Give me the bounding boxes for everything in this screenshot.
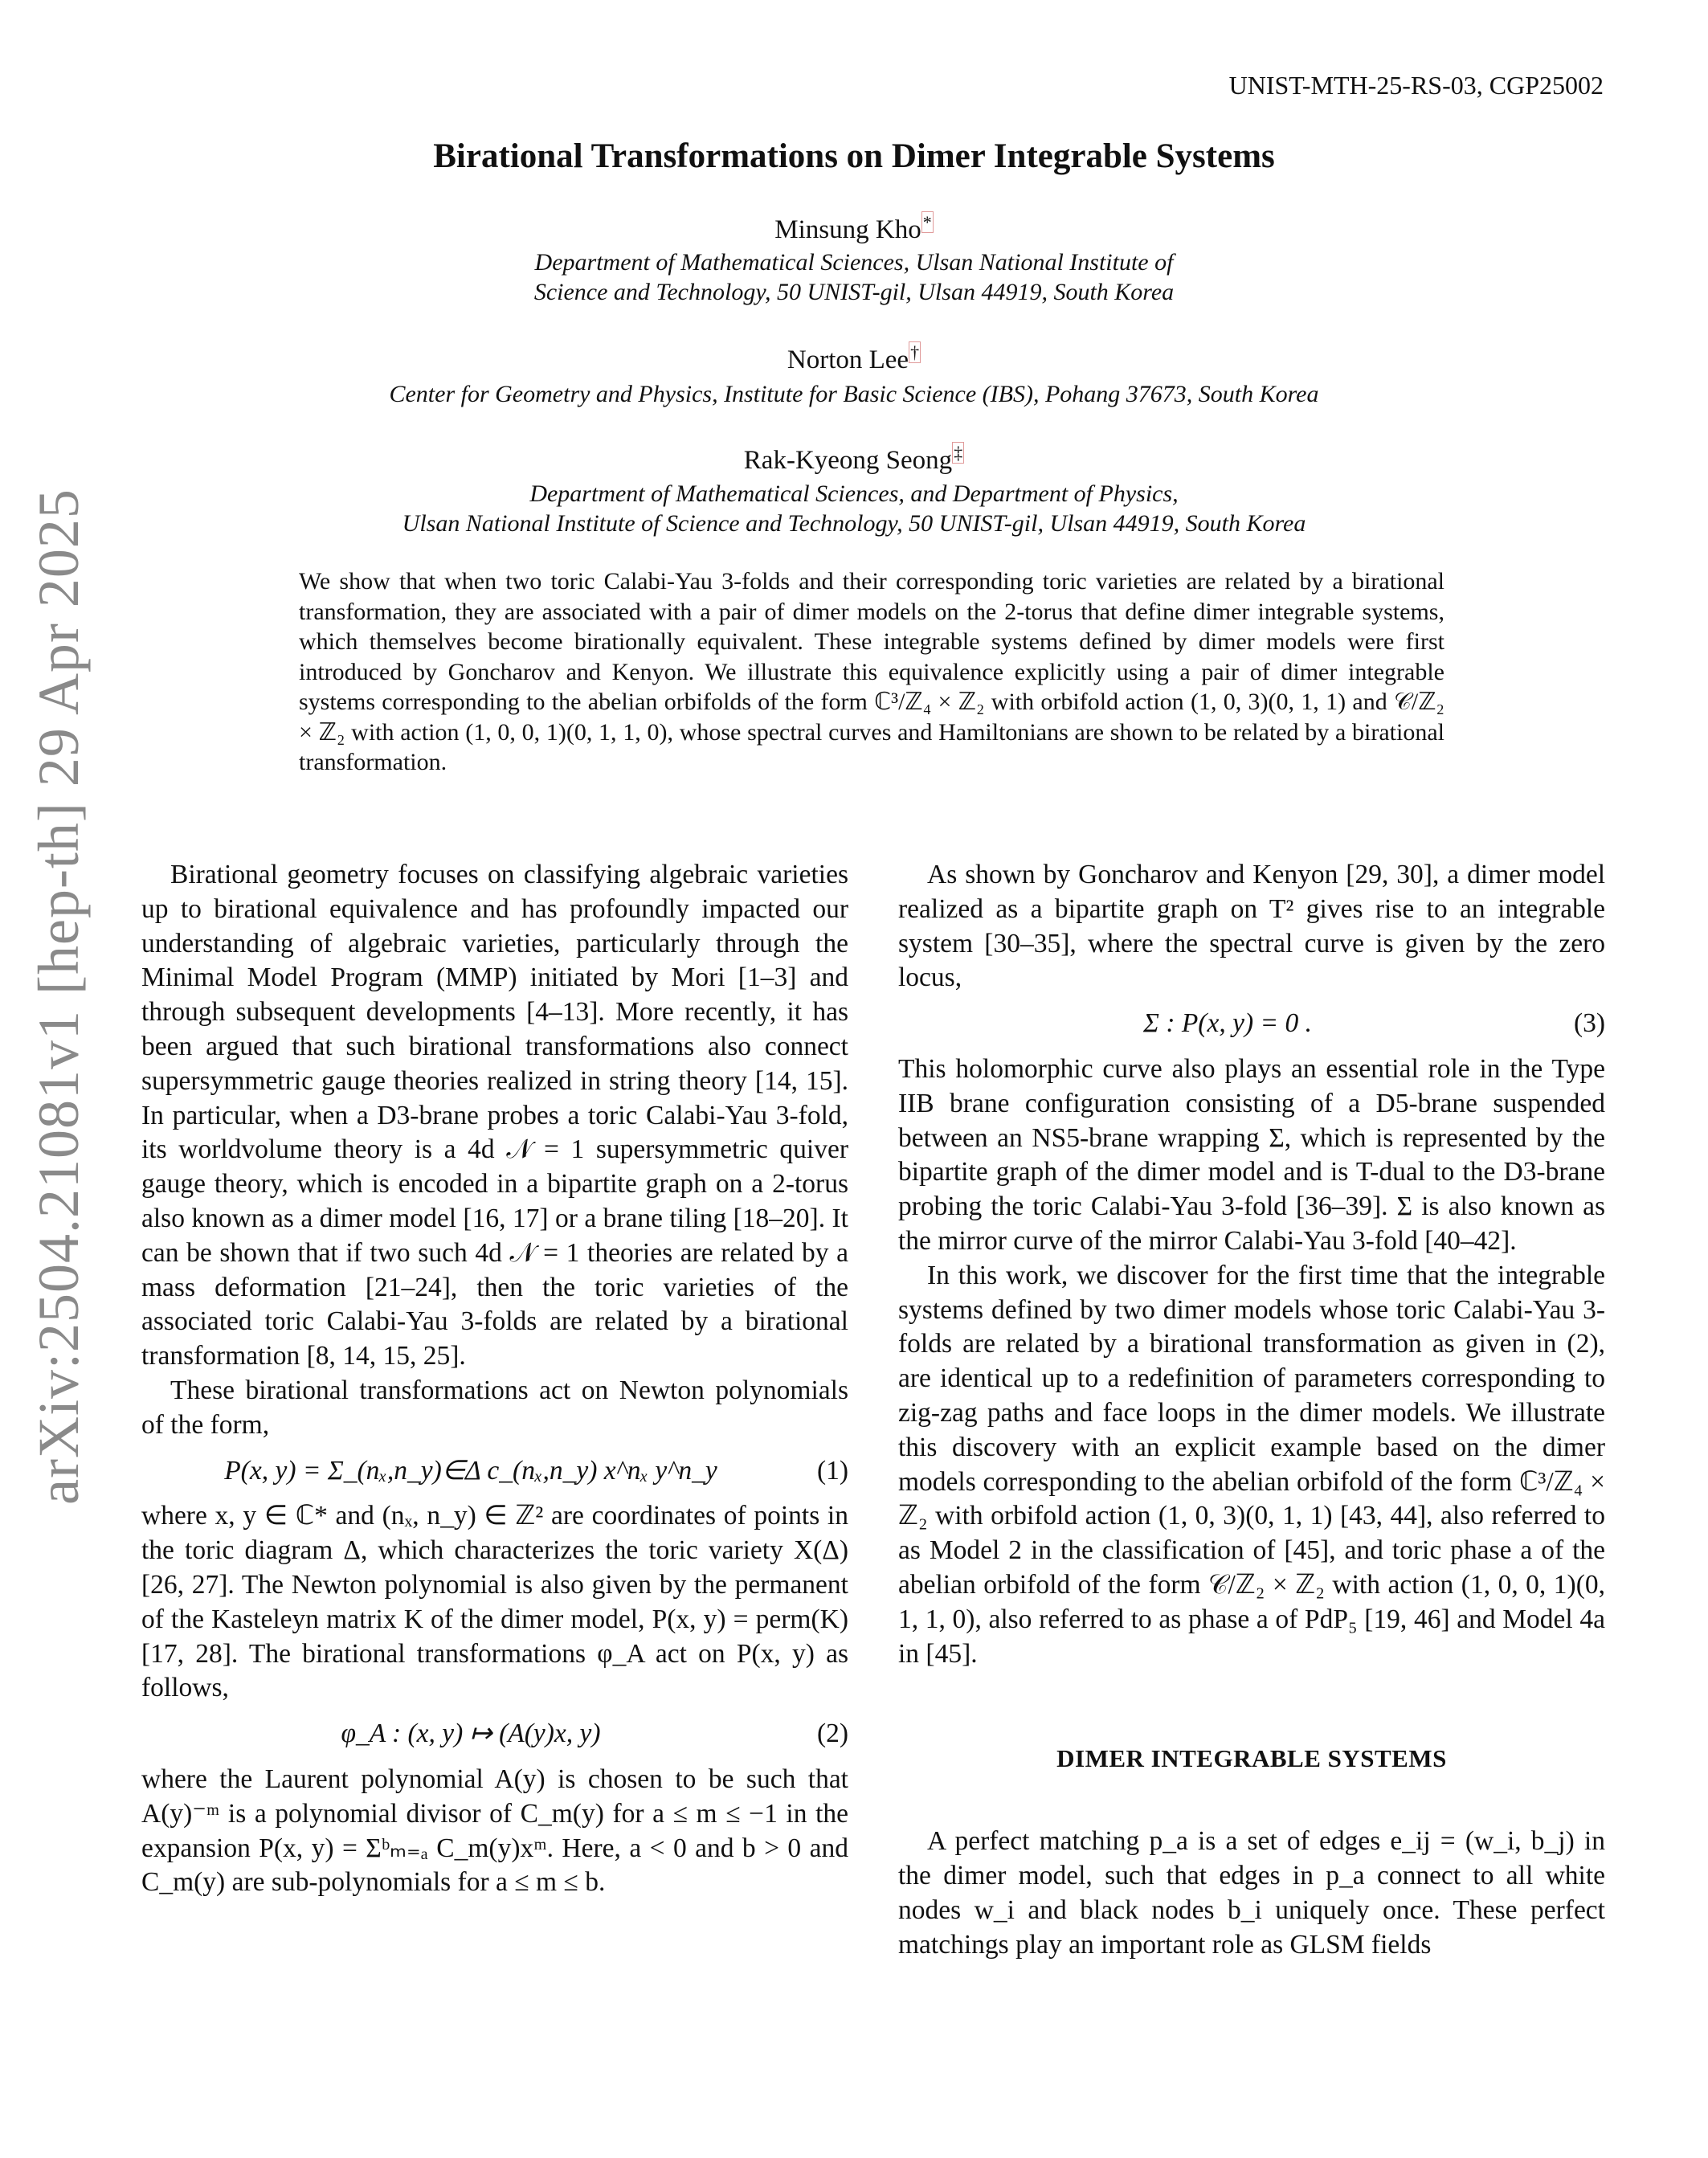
author-name: Minsung Kho [774, 215, 921, 244]
paragraph: Birational geometry focuses on classifying algebraic varieties up to birational equivalence and has profoundly impacted our understanding of algebraic varieties, particularly through the Minimal Model Program (MMP) initiated by Mori [1–3] and through subsequent developments [4–13]. More recently, it has been argued that such birational transformations also connect supersymmetric gauge theories realized in string theory [14, 15]. In particular, when a D3-brane probes a toric Calabi-Yau 3-fold, its worldvolume theory is a 4d 𝒩 = 1 supersymmetric quiver gauge theory, which is encoded in a bipartite graph on a 2-torus also known as a dimer model [16, 17] or a brane tiling [18–20]. It can be shown that if two such 4d 𝒩 = 1 theories are related by a mass deformation [21–24], then the toric varieties of the associated toric Calabi-Yau 3-folds are related by a birational transformation [8, 14, 15, 25]. [141, 860, 848, 1371]
footnote-link[interactable]: * [922, 212, 932, 232]
paragraph: As shown by Goncharov and Kenyon [29, 30], a dimer model realized as a bipartite graph on T² gives rise to an integrable system [30–35], where the spectral curve is given by the zero locus, [898, 860, 1605, 993]
equation-number: (1) [816, 1455, 848, 1486]
report-number: UNIST-MTH-25-RS-03, CGP25002 [1228, 71, 1604, 100]
equation-number: (3) [1573, 1008, 1605, 1039]
paragraph: These birational transformations act on Newton polynomials of the form, [141, 1375, 848, 1440]
right-column [898, 858, 1605, 1962]
affiliation-kho [0, 247, 1708, 307]
equation-body: Σ : P(x, y) = 0 . [1143, 1008, 1312, 1039]
footnote-link[interactable]: ‡ [954, 443, 963, 463]
equation-body: P(x, y) = Σ_(nₓ,n_y)∈Δ c_(nₓ,n_y) x^nₓ y^n_y [224, 1455, 717, 1486]
equation-3 [898, 1007, 1605, 1041]
equation-1 [141, 1454, 848, 1489]
abstract: We show that when two toric Calabi-Yau 3-folds and their corresponding toric varieties are related by a birational transformation, they are associated with a pair of dimer models on the 2-torus that define dimer integrable systems, which themselves become birationally equivalent. These integrable systems defined by dimer models were first introduced by Goncharov and Kenyon. We illustrate this equivalence explicitly using a pair of dimer integrable systems corresponding to the abelian orbifolds of the form ℂ³/ℤ₄ × ℤ₂ with orbifold action (1, 0, 3)(0, 1, 1) and 𝒞/ℤ₂ × ℤ₂ with action (1, 0, 0, 1)(0, 1, 1, 0), whose spectral curves and Hamiltonians are shown to be related by a birational transformation. [299, 568, 1444, 775]
paper-title: Birational Transformations on Dimer Integrable Systems [433, 137, 1275, 175]
author-kho [0, 212, 1708, 245]
paragraph: In this work, we discover for the first time that the integrable systems defined by two dimer models whose toric Calabi-Yau 3-folds are related by a birational transformation as given in (2), are identical up to a redefinition of parameters corresponding to zig-zag paths and face loops in the dimer models. We illustrate this discovery with an explicit example based on the dimer models corresponding to the abelian orbifold of the form ℂ³/ℤ₄ × ℤ₂ with orbifold action (1, 0, 3)(0, 1, 1) [43, 44], also referred to as Model 2 in the classification of [45], and toric phase a of the abelian orbifold of the form 𝒞/ℤ₂ × ℤ₂ with action (1, 0, 0, 1)(0, 1, 1, 0), also referred to as phase a of PdP₅ [19, 46] and Model 4a in [45]. [898, 1260, 1605, 1669]
paragraph: This holomorphic curve also plays an essential role in the Type IIB brane configuration consisting of a D5-brane suspended between an NS5-brane wrapping Σ, which is represented by the bipartite graph of the dimer model and is T-dual to the D3-brane probing the toric Calabi-Yau 3-fold [36–39]. Σ is also known as the mirror curve of the mirror Calabi-Yau 3-fold [40–42]. [898, 1053, 1605, 1256]
affiliation-lee [0, 379, 1708, 409]
arxiv-sidebar-stamp [22, 370, 95, 1623]
author-seong [0, 443, 1708, 476]
author-name: Rak-Kyeong Seong [743, 446, 953, 475]
section-heading: DIMER INTEGRABLE SYSTEMS [1056, 1744, 1447, 1773]
affiliation-line: Department of Mathematical Sciences, and Department of Physics, [529, 480, 1179, 507]
paragraph: where x, y ∈ ℂ* and (nₓ, n_y) ∈ ℤ² are coordinates of points in the toric diagram Δ, which characterizes the toric variety X(Δ) [26, 27]. The Newton polynomial is also given by the permanent of the Kasteleyn matrix K of the dimer model, P(x, y) = perm(K) [17, 28]. The birational transformations φ_A act on P(x, y) as follows, [141, 1501, 848, 1703]
author-name: Norton Lee [787, 345, 909, 374]
arxiv-id: arXiv:2504.21081v1 [hep-th] 29 Apr 2025 [26, 488, 91, 1505]
footnote-link[interactable]: † [910, 342, 920, 362]
paragraph: A perfect matching p_a is a set of edges e_ij = (w_i, b_j) in the dimer model, such that edges in p_a connect to all white nodes w_i and black nodes b_i uniquely once. These perfect matchings play an important role as GLSM fields [898, 1826, 1605, 1960]
equation-2 [141, 1717, 848, 1751]
affiliation-line: Department of Mathematical Sciences, Ulsan National Institute of [534, 249, 1174, 276]
equation-body: φ_A : (x, y) ↦ (A(y)x, y) [341, 1719, 601, 1749]
author-lee [0, 342, 1708, 375]
equation-number: (2) [816, 1719, 848, 1749]
affiliation-line: Ulsan National Institute of Science and Technology, 50 UNIST-gil, Ulsan 44919, South Korea [402, 510, 1306, 537]
paragraph: where the Laurent polynomial A(y) is chosen to be such that A(y)⁻ᵐ is a polynomial divisor of C_m(y) for a ≤ m ≤ −1 in the expansion P(x, y) = Σᵇₘ₌ₐ C_m(y)xᵐ. Here, a < 0 and b > 0 and C_m(y) are sub-polynomials for a ≤ m ≤ b. [141, 1764, 848, 1898]
affiliation-seong [0, 479, 1708, 538]
left-column [141, 858, 848, 1900]
affiliation-line: Science and Technology, 50 UNIST-gil, Ulsan 44919, South Korea [533, 279, 1175, 305]
affiliation-line: Center for Geometry and Physics, Institute for Basic Science (IBS), Pohang 37673, South Korea [389, 381, 1319, 407]
